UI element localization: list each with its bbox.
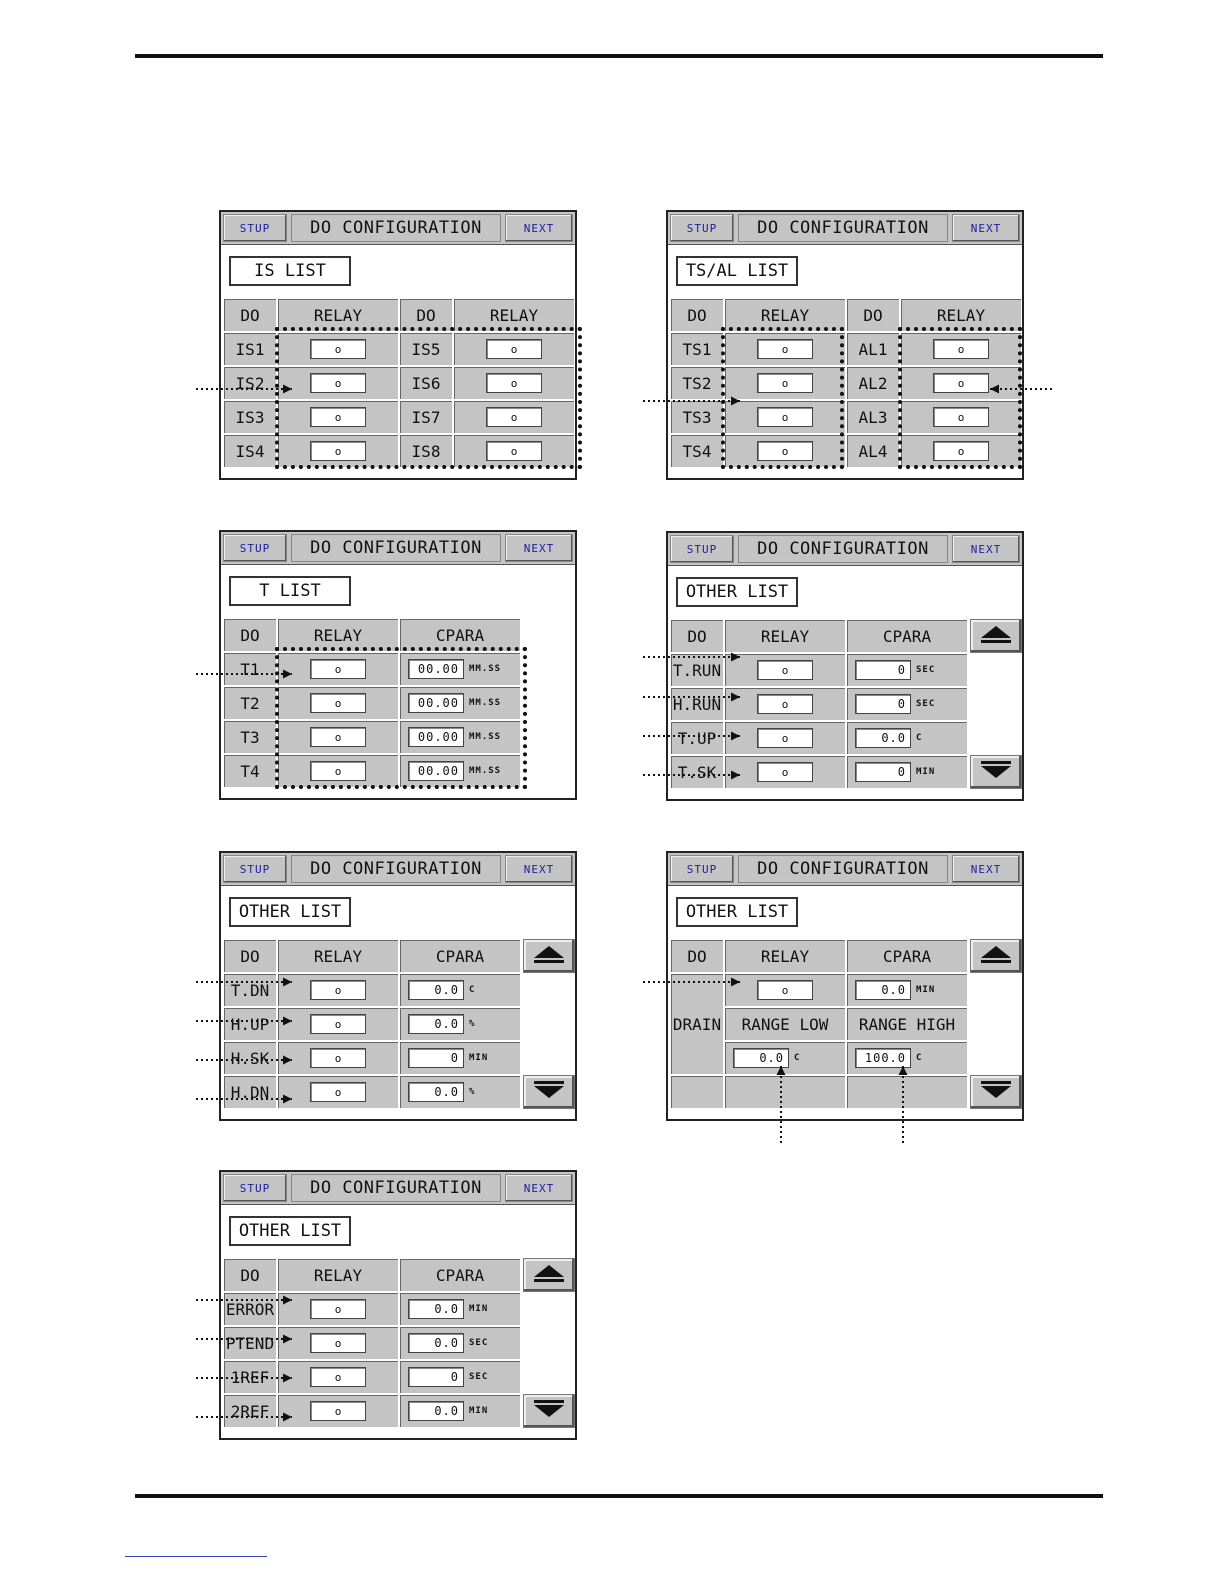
do-label: AL4 xyxy=(846,434,900,468)
relay-input[interactable]: o xyxy=(310,1048,366,1068)
cpara-input[interactable]: 0 xyxy=(855,660,911,680)
cpara-input[interactable]: 00.00 xyxy=(408,659,464,679)
cpara-cell xyxy=(399,1075,521,1109)
cpara-unit: MM.SS xyxy=(469,664,502,674)
cpara-input[interactable]: 0.0 xyxy=(408,1014,464,1034)
relay-cell xyxy=(724,721,846,755)
column-header: DO xyxy=(846,298,900,332)
next-button[interactable]: NEXT xyxy=(505,855,573,883)
column-header: DO xyxy=(670,619,724,653)
relay-cell xyxy=(453,400,575,434)
range-low-cell xyxy=(724,1041,846,1075)
next-button[interactable]: NEXT xyxy=(952,855,1020,883)
relay-cell xyxy=(277,1007,399,1041)
cpara-unit: C xyxy=(916,733,923,743)
screen-title: DO CONFIGURATION xyxy=(291,855,501,883)
relay-input[interactable]: o xyxy=(310,1014,366,1034)
do-label-drain: DRAIN xyxy=(670,973,724,1075)
next-button[interactable]: NEXT xyxy=(952,535,1020,563)
relay-input[interactable]: o xyxy=(310,659,366,679)
next-button[interactable]: NEXT xyxy=(505,534,573,562)
stup-button[interactable]: STUP xyxy=(223,855,287,883)
do-label: 2REF xyxy=(223,1394,277,1428)
empty-cell xyxy=(846,1075,968,1109)
relay-input[interactable]: o xyxy=(310,761,366,781)
do-label: T.UP xyxy=(670,721,724,755)
relay-input[interactable]: o xyxy=(310,1082,366,1102)
cpara-input[interactable]: 0.0 xyxy=(855,980,911,1000)
column-header: CPARA xyxy=(399,1258,521,1292)
cpara-unit: MIN xyxy=(916,767,936,777)
relay-input[interactable]: o xyxy=(757,441,813,461)
stup-button[interactable]: STUP xyxy=(670,535,734,563)
relay-cell xyxy=(277,1041,399,1075)
relay-cell xyxy=(277,1360,399,1394)
cpara-cell xyxy=(399,1041,521,1075)
list-label: OTHER LIST xyxy=(676,577,798,607)
screen-header xyxy=(668,212,1022,245)
scroll-up-triangle-icon xyxy=(532,1262,566,1288)
cpara-input[interactable]: 0 xyxy=(855,694,911,714)
relay-input[interactable]: o xyxy=(310,373,366,393)
column-header: RELAY xyxy=(900,298,1022,332)
cpara-unit: C xyxy=(469,985,476,995)
cpara-unit: C xyxy=(794,1053,801,1063)
cpara-input[interactable]: 00.00 xyxy=(408,693,464,713)
scroll-up-triangle-icon xyxy=(979,943,1013,969)
cpara-input[interactable]: 0 xyxy=(855,762,911,782)
cpara-cell xyxy=(846,687,968,721)
stup-button[interactable]: STUP xyxy=(223,214,287,242)
relay-cell xyxy=(900,400,1022,434)
scroll-down-triangle-icon xyxy=(979,759,1013,785)
screen-header xyxy=(221,853,575,886)
do-label: T.DN xyxy=(223,973,277,1007)
cpara-input[interactable]: 0.0 xyxy=(408,1299,464,1319)
relay-cell xyxy=(453,332,575,366)
cpara-input[interactable]: 00.00 xyxy=(408,761,464,781)
relay-cell xyxy=(277,686,399,720)
column-header: RELAY xyxy=(277,1258,399,1292)
do-label: H.RUN xyxy=(670,687,724,721)
stup-button[interactable]: STUP xyxy=(223,534,287,562)
relay-input[interactable]: o xyxy=(757,660,813,680)
cpara-cell xyxy=(399,1360,521,1394)
range-low-header: RANGE LOW xyxy=(724,1007,846,1041)
column-header: DO xyxy=(223,618,277,652)
cpara-cell xyxy=(399,1292,521,1326)
column-header: DO xyxy=(223,1258,277,1292)
relay-input[interactable]: o xyxy=(310,407,366,427)
cpara-unit: MIN xyxy=(469,1304,489,1314)
list-label: T LIST xyxy=(229,576,351,606)
relay-cell xyxy=(277,754,399,788)
column-header: RELAY xyxy=(277,618,399,652)
column-header: RELAY xyxy=(277,298,399,332)
scroll-down-triangle-icon xyxy=(979,1079,1013,1105)
cpara-unit: MM.SS xyxy=(469,698,502,708)
stup-button[interactable]: STUP xyxy=(223,1174,287,1202)
do-label: TS1 xyxy=(670,332,724,366)
do-label: IS8 xyxy=(399,434,453,468)
screen-tsal xyxy=(666,210,1024,480)
cpara-unit: % xyxy=(469,1087,476,1097)
column-header: RELAY xyxy=(724,939,846,973)
range-high-header: RANGE HIGH xyxy=(846,1007,968,1041)
relay-cell xyxy=(277,1292,399,1326)
relay-cell xyxy=(277,1326,399,1360)
relay-input[interactable]: o xyxy=(933,407,989,427)
do-label: ERROR xyxy=(223,1292,277,1326)
cpara-input[interactable]: 0.0 xyxy=(408,1333,464,1353)
do-label: T3 xyxy=(223,720,277,754)
relay-input[interactable]: o xyxy=(933,441,989,461)
cpara-input[interactable]: 0 xyxy=(408,1048,464,1068)
range-high-input[interactable]: 100.0 xyxy=(855,1048,911,1068)
relay-input[interactable]: o xyxy=(757,980,813,1000)
empty-cell xyxy=(670,1075,724,1109)
cpara-unit: MIN xyxy=(916,985,936,995)
column-header: DO xyxy=(670,939,724,973)
screen-title: DO CONFIGURATION xyxy=(738,535,948,563)
relay-input[interactable]: o xyxy=(310,1299,366,1319)
do-label: TS4 xyxy=(670,434,724,468)
column-header: DO xyxy=(223,298,277,332)
screen-t xyxy=(219,530,577,800)
screen-header xyxy=(668,533,1022,566)
column-header: CPARA xyxy=(399,939,521,973)
relay-cell xyxy=(277,434,399,468)
cpara-unit: SEC xyxy=(469,1372,489,1382)
do-label: IS5 xyxy=(399,332,453,366)
do-label: IS7 xyxy=(399,400,453,434)
cpara-cell xyxy=(399,720,521,754)
relay-input[interactable]: o xyxy=(757,694,813,714)
scroll-down-button[interactable] xyxy=(970,1075,1022,1109)
relay-input[interactable]: o xyxy=(310,339,366,359)
do-label: PTEND xyxy=(223,1326,277,1360)
relay-cell xyxy=(277,973,399,1007)
relay-input[interactable]: o xyxy=(310,1367,366,1387)
relay-cell xyxy=(900,366,1022,400)
cpara-unit: SEC xyxy=(469,1338,489,1348)
screen-other3 xyxy=(219,1170,577,1440)
relay-cell xyxy=(724,400,846,434)
scroll-down-triangle-icon xyxy=(532,1398,566,1424)
relay-cell xyxy=(724,755,846,789)
screen-header xyxy=(221,212,575,245)
cpara-unit: MM.SS xyxy=(469,732,502,742)
scroll-down-button[interactable] xyxy=(523,1075,575,1109)
relay-cell xyxy=(277,652,399,686)
cpara-cell xyxy=(846,653,968,687)
cpara-cell xyxy=(399,1007,521,1041)
relay-cell xyxy=(724,653,846,687)
cpara-unit: MM.SS xyxy=(469,766,502,776)
cpara-input[interactable]: 0.0 xyxy=(855,728,911,748)
do-label: T.SK xyxy=(670,755,724,789)
do-label: IS3 xyxy=(223,400,277,434)
cpara-unit: C xyxy=(916,1053,923,1063)
relay-cell xyxy=(724,332,846,366)
do-label: AL1 xyxy=(846,332,900,366)
cpara-input[interactable]: 00.00 xyxy=(408,727,464,747)
do-label: H.UP xyxy=(223,1007,277,1041)
cpara-cell xyxy=(399,652,521,686)
cpara-cell xyxy=(846,721,968,755)
range-high-cell xyxy=(846,1041,968,1075)
scroll-up-button[interactable] xyxy=(523,1258,575,1292)
do-label: T2 xyxy=(223,686,277,720)
top-rule xyxy=(135,54,1103,58)
scroll-up-button[interactable] xyxy=(523,939,575,973)
column-header: RELAY xyxy=(724,298,846,332)
list-label: TS/AL LIST xyxy=(676,256,798,286)
screen-other1 xyxy=(666,531,1024,801)
relay-cell xyxy=(724,973,846,1007)
range-low-input[interactable]: 0.0 xyxy=(733,1048,789,1068)
relay-input[interactable]: o xyxy=(486,339,542,359)
screen-title: DO CONFIGURATION xyxy=(291,534,501,562)
do-label: T.RUN xyxy=(670,653,724,687)
relay-input[interactable]: o xyxy=(757,762,813,782)
list-label: IS LIST xyxy=(229,256,351,286)
bottom-rule xyxy=(135,1494,1103,1498)
column-header: CPARA xyxy=(846,939,968,973)
relay-cell xyxy=(277,720,399,754)
relay-cell xyxy=(900,434,1022,468)
scroll-down-button[interactable] xyxy=(523,1394,575,1428)
relay-input[interactable]: o xyxy=(310,980,366,1000)
screen-title: DO CONFIGURATION xyxy=(738,214,948,242)
relay-input[interactable]: o xyxy=(757,339,813,359)
relay-cell xyxy=(277,1075,399,1109)
do-label: TS3 xyxy=(670,400,724,434)
relay-input[interactable]: o xyxy=(310,727,366,747)
stup-button[interactable]: STUP xyxy=(670,855,734,883)
relay-cell xyxy=(277,1394,399,1428)
next-button[interactable]: NEXT xyxy=(505,1174,573,1202)
do-label: H.DN xyxy=(223,1075,277,1109)
list-label: OTHER LIST xyxy=(229,1216,351,1246)
relay-input[interactable]: o xyxy=(486,441,542,461)
do-label: IS6 xyxy=(399,366,453,400)
cpara-input[interactable]: 0.0 xyxy=(408,1401,464,1421)
relay-cell xyxy=(277,332,399,366)
cpara-cell xyxy=(846,755,968,789)
column-header: DO xyxy=(399,298,453,332)
cpara-input[interactable]: 0.0 xyxy=(408,980,464,1000)
do-label: TS2 xyxy=(670,366,724,400)
relay-cell xyxy=(277,400,399,434)
relay-cell xyxy=(453,366,575,400)
relay-input[interactable]: o xyxy=(310,1333,366,1353)
relay-input[interactable]: o xyxy=(486,407,542,427)
column-header: DO xyxy=(223,939,277,973)
footer-link-underline xyxy=(125,1556,267,1557)
next-button[interactable]: NEXT xyxy=(505,214,573,242)
cpara-unit: MIN xyxy=(469,1053,489,1063)
relay-cell xyxy=(724,687,846,721)
relay-input[interactable]: o xyxy=(933,373,989,393)
do-label: IS2 xyxy=(223,366,277,400)
relay-input[interactable]: o xyxy=(757,407,813,427)
relay-input[interactable]: o xyxy=(310,693,366,713)
do-label: 1REF xyxy=(223,1360,277,1394)
relay-cell xyxy=(724,434,846,468)
column-header: RELAY xyxy=(277,939,399,973)
column-header: RELAY xyxy=(724,619,846,653)
cpara-cell xyxy=(846,973,968,1007)
list-label: OTHER LIST xyxy=(229,897,351,927)
empty-cell xyxy=(724,1075,846,1109)
relay-input[interactable]: o xyxy=(757,728,813,748)
cpara-unit: SEC xyxy=(916,665,936,675)
column-header: CPARA xyxy=(846,619,968,653)
column-header: RELAY xyxy=(453,298,575,332)
stup-button[interactable]: STUP xyxy=(670,214,734,242)
do-label: AL3 xyxy=(846,400,900,434)
scroll-up-button[interactable] xyxy=(970,619,1022,653)
do-label: AL2 xyxy=(846,366,900,400)
relay-input[interactable]: o xyxy=(310,1401,366,1421)
relay-input[interactable]: o xyxy=(486,373,542,393)
screen-other2 xyxy=(219,851,577,1121)
do-label: H.SK xyxy=(223,1041,277,1075)
list-label: OTHER LIST xyxy=(676,897,798,927)
relay-cell xyxy=(277,366,399,400)
cpara-input[interactable]: 0.0 xyxy=(408,1082,464,1102)
screen-title: DO CONFIGURATION xyxy=(291,1174,501,1202)
relay-input[interactable]: o xyxy=(310,441,366,461)
cpara-unit: % xyxy=(469,1019,476,1029)
relay-cell xyxy=(724,366,846,400)
scroll-up-triangle-icon xyxy=(979,623,1013,649)
cpara-cell xyxy=(399,973,521,1007)
scroll-up-button[interactable] xyxy=(970,939,1022,973)
do-label: T4 xyxy=(223,754,277,788)
screen-header xyxy=(668,853,1022,886)
scroll-up-triangle-icon xyxy=(532,943,566,969)
cpara-unit: MIN xyxy=(469,1406,489,1416)
relay-input[interactable]: o xyxy=(933,339,989,359)
column-header: DO xyxy=(670,298,724,332)
cpara-cell xyxy=(399,686,521,720)
cpara-input[interactable]: 0 xyxy=(408,1367,464,1387)
do-label: IS1 xyxy=(223,332,277,366)
screen-is xyxy=(219,210,577,480)
screen-header xyxy=(221,532,575,565)
cpara-cell xyxy=(399,1394,521,1428)
screen-title: DO CONFIGURATION xyxy=(291,214,501,242)
cpara-cell xyxy=(399,754,521,788)
scroll-down-triangle-icon xyxy=(532,1079,566,1105)
cpara-cell xyxy=(399,1326,521,1360)
screen-header xyxy=(221,1172,575,1205)
next-button[interactable]: NEXT xyxy=(952,214,1020,242)
relay-input[interactable]: o xyxy=(757,373,813,393)
column-header: CPARA xyxy=(399,618,521,652)
cpara-unit: SEC xyxy=(916,699,936,709)
do-label: T1 xyxy=(223,652,277,686)
screen-drain xyxy=(666,851,1024,1121)
screen-title: DO CONFIGURATION xyxy=(738,855,948,883)
scroll-down-button[interactable] xyxy=(970,755,1022,789)
relay-cell xyxy=(453,434,575,468)
do-label: IS4 xyxy=(223,434,277,468)
relay-cell xyxy=(900,332,1022,366)
